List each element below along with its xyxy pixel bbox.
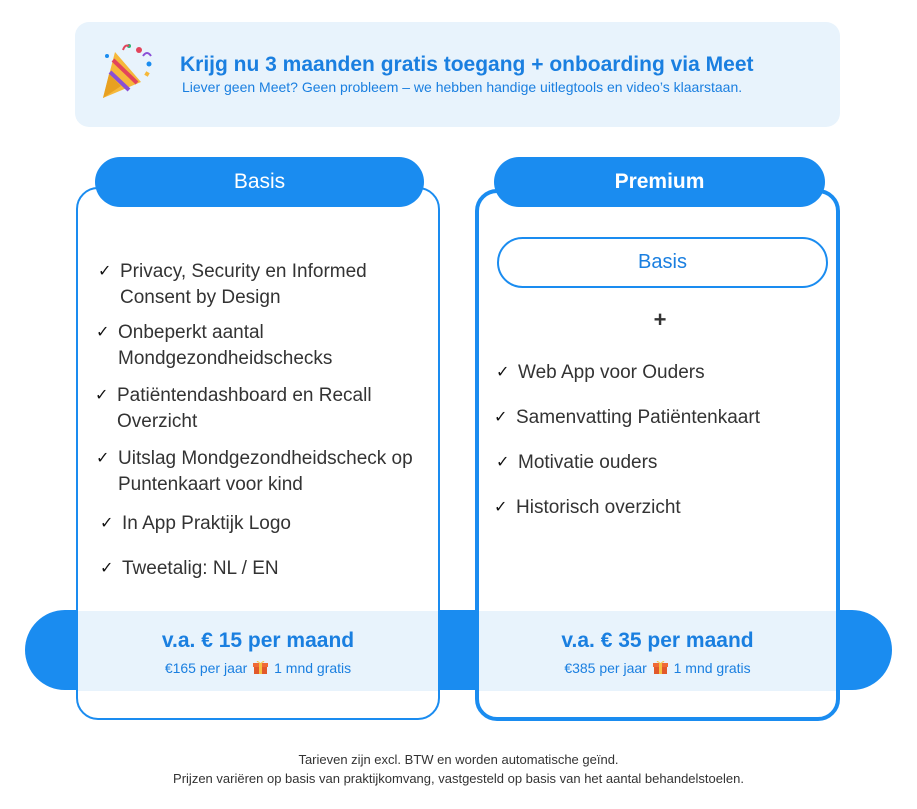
list-item [494,495,814,521]
feature-text: Tweetalig: NL / EN [122,558,279,579]
list-item [98,259,418,311]
list-item [496,360,816,386]
feature-text: Samenvatting Patiëntenkaart [516,407,760,428]
footer-note-vat: Tarieven zijn excl. BTW en worden automatische geïnd. [298,752,619,767]
price-yearly-premium [479,660,836,676]
gift-icon [653,660,668,675]
feature-text: In App Praktijk Logo [122,513,291,534]
footer-note-pricing: Prijzen variëren op basis van praktijkomvang, vastgesteld op basis van het aantal behandelstoelen. [173,771,744,786]
yearly-price-label: €165 per jaar [164,660,248,676]
list-item [96,320,416,372]
check-icon: ✓ [494,409,508,426]
includes-basis-pill: Basis [497,237,828,288]
check-icon: ✓ [496,364,510,381]
tab-premium[interactable]: Premium [494,157,825,207]
list-item [100,556,420,582]
check-icon: ✓ [96,450,110,467]
promo-banner [75,22,840,127]
yearly-price-label: €385 per jaar [564,660,647,676]
bonus-label: 1 mnd gratis [274,660,352,676]
banner-subtitle: Liever geen Meet? Geen probleem – we hebben handige uitlegtools en video’s klaarstaan. [182,79,743,95]
tab-basis[interactable]: Basis [95,157,424,207]
banner-title: Krijg nu 3 maanden gratis toegang + onboarding via Meet [180,53,754,76]
check-icon: ✓ [96,324,110,341]
check-icon: ✓ [98,263,112,280]
list-item [95,383,415,435]
list-item [100,511,420,537]
list-item [496,450,816,476]
check-icon: ✓ [100,560,114,577]
check-icon: ✓ [496,454,510,471]
price-yearly-basis [78,660,438,676]
plus-sign: + [653,307,667,332]
feature-text: Motivatie ouders [518,452,658,473]
check-icon: ✓ [494,499,508,516]
feature-text: Patiëntendashboard en Recall Overzicht [117,385,372,432]
price-monthly-premium: v.a. € 35 per maand [561,629,754,652]
feature-text: Privacy, Security en Informed Consent by Design [120,261,367,308]
feature-text: Uitslag Mondgezondheidscheck op Puntenkaart voor kind [118,448,413,495]
list-item [96,446,426,498]
gift-icon [253,660,268,675]
party-popper-icon [99,42,155,102]
feature-text: Web App voor Ouders [518,362,705,383]
price-panel-premium [479,611,836,691]
price-panel-basis [78,611,438,691]
list-item [494,405,814,431]
price-monthly-basis: v.a. € 15 per maand [161,629,355,652]
feature-text: Historisch overzicht [516,497,681,518]
bonus-label: 1 mnd gratis [673,660,751,676]
check-icon: ✓ [95,387,109,404]
feature-text: Onbeperkt aantal Mondgezondheidschecks [118,322,333,369]
check-icon: ✓ [100,515,114,532]
